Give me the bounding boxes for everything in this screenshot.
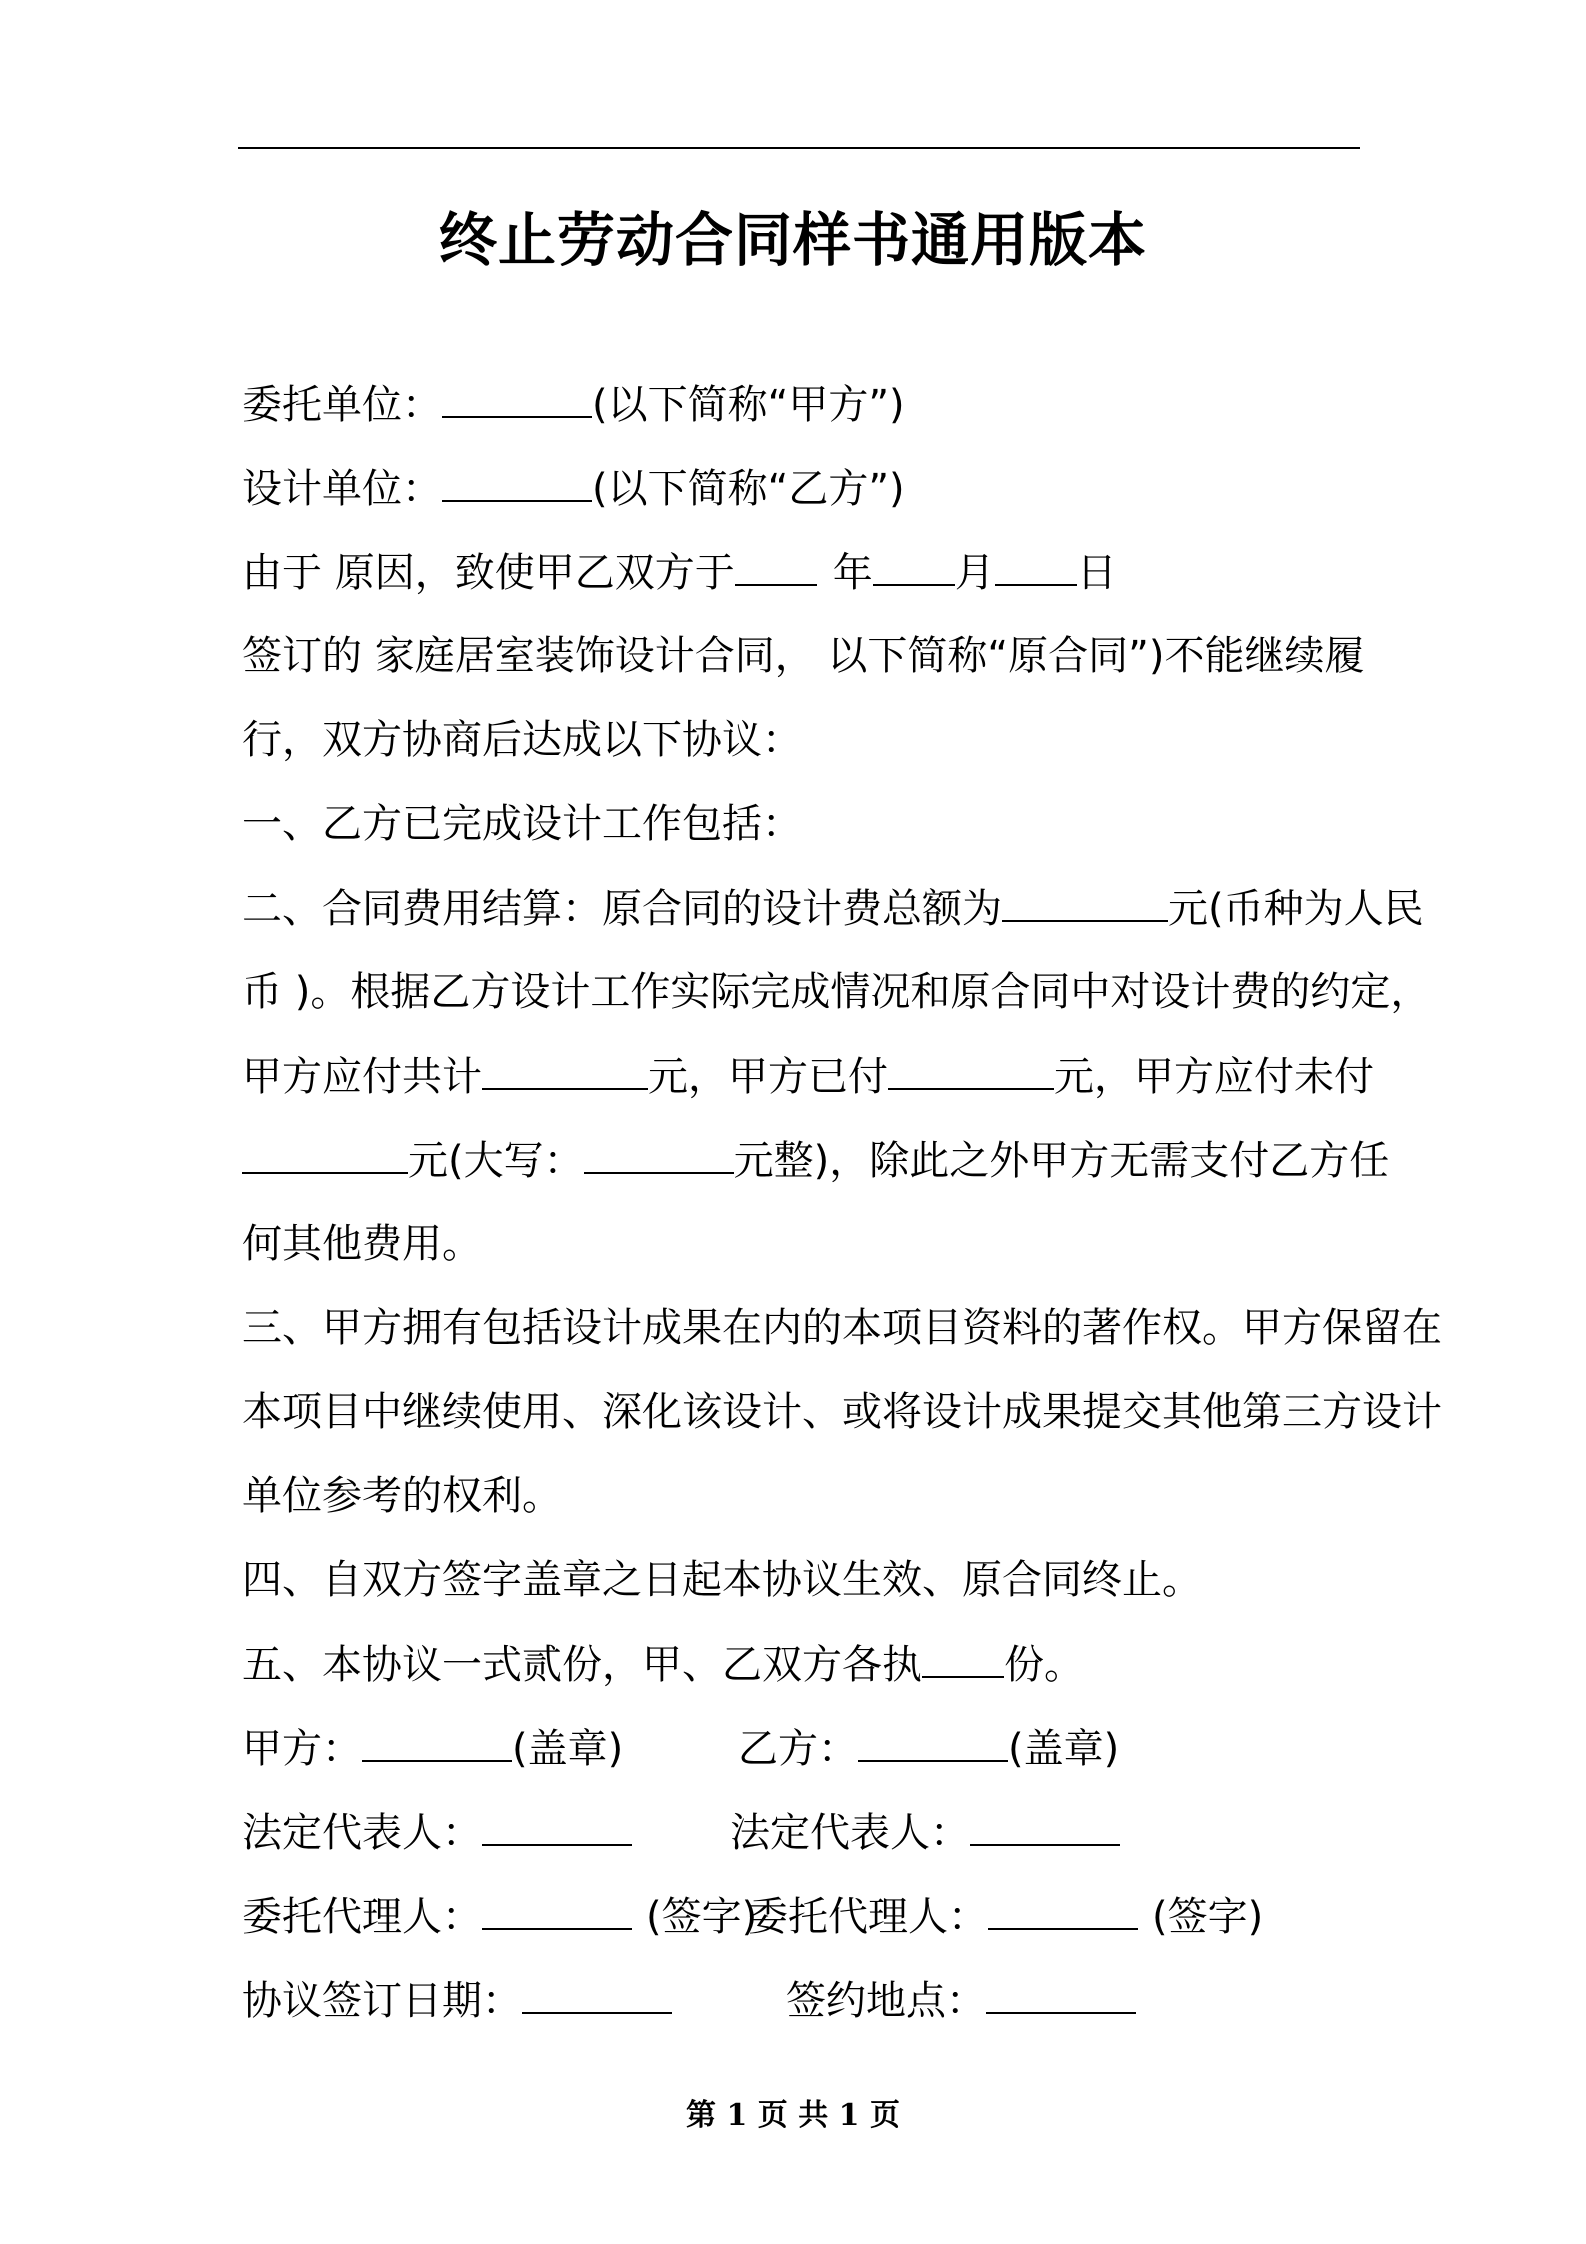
party-b-blank[interactable] xyxy=(858,1720,1008,1762)
sign-date xyxy=(242,1972,672,2029)
clause-2-line-3 xyxy=(242,1048,1374,1105)
reason-text: 由于 原因，致使甲乙双方于 xyxy=(242,550,735,596)
agent-b-blank[interactable] xyxy=(988,1888,1138,1930)
paid-label: 元，甲方已付 xyxy=(648,1054,888,1100)
payable-blank[interactable] xyxy=(482,1048,648,1090)
unpaid-blank[interactable] xyxy=(242,1132,408,1174)
designer-blank[interactable] xyxy=(442,460,592,502)
party-a-seal: (盖章) xyxy=(512,1726,624,1772)
legal-rep-b xyxy=(730,1804,1120,1861)
client-label: 委托单位： xyxy=(242,382,442,428)
client-blank[interactable] xyxy=(442,376,592,418)
agent-a-blank[interactable] xyxy=(482,1888,632,1930)
sign-place xyxy=(786,1972,1136,2029)
intro-line-2: 签订的 家庭居室装饰设计合同， 以下简称“原合同”)不能继续履 xyxy=(242,633,1365,679)
clause-1: 一、乙方已完成设计工作包括： xyxy=(242,801,802,847)
party-b-seal: (盖章) xyxy=(1008,1726,1120,1772)
agent-b-label: 委托代理人： xyxy=(748,1894,988,1940)
year-label: 年 xyxy=(832,550,873,596)
agent-b xyxy=(748,1888,1263,1945)
intro-line-1 xyxy=(242,544,1117,601)
client-suffix: (以下简称“甲方”) xyxy=(592,382,905,428)
clause-2-line-5: 何其他费用。 xyxy=(242,1221,482,1267)
party-a-sign xyxy=(242,1720,623,1777)
sign-date-blank[interactable] xyxy=(522,1972,672,2014)
clause-4: 四、自双方签字盖章之日起本协议生效、原合同终止。 xyxy=(242,1557,1202,1603)
party-a-label: 甲方： xyxy=(242,1726,362,1772)
clause-2-tail: 元(币种为人民 xyxy=(1168,886,1424,932)
unpaid-label: 元，甲方应付未付 xyxy=(1054,1054,1374,1100)
clause-2-line-1 xyxy=(242,880,1424,937)
payable-label: 甲方应付共计 xyxy=(242,1054,482,1100)
legal-rep-a xyxy=(242,1804,632,1861)
sign-place-blank[interactable] xyxy=(986,1972,1136,2014)
agent-a-label: 委托代理人： xyxy=(242,1894,482,1940)
paid-blank[interactable] xyxy=(888,1048,1054,1090)
clause-5 xyxy=(242,1636,1084,1693)
sign-date-label: 协议签订日期： xyxy=(242,1978,522,2024)
clause-2-line-2: 币 )。根据乙方设计工作实际完成情况和原合同中对设计费的约定， xyxy=(242,969,1431,1015)
total-fee-blank[interactable] xyxy=(1002,880,1168,922)
designer-line xyxy=(242,460,905,517)
legal-rep-b-label: 法定代表人： xyxy=(730,1810,970,1856)
agent-a xyxy=(242,1888,757,1945)
uppercase-label: 元(大写： xyxy=(408,1138,584,1184)
copies-blank[interactable] xyxy=(922,1636,1004,1678)
legal-rep-a-label: 法定代表人： xyxy=(242,1810,482,1856)
clause-5-suffix: 份。 xyxy=(1004,1642,1084,1688)
sign-place-label: 签约地点： xyxy=(786,1978,986,2024)
clause-3-line-2: 本项目中继续使用、深化该设计、或将设计成果提交其他第三方设计 xyxy=(242,1389,1442,1435)
client-line xyxy=(242,376,905,433)
header-rule xyxy=(238,147,1360,149)
clause-5-text: 五、本协议一式贰份，甲、乙双方各执 xyxy=(242,1642,922,1688)
page-footer: 第 1 页 共 1 页 xyxy=(686,2098,900,2133)
clause-2-line-4 xyxy=(242,1132,1389,1189)
month-blank[interactable] xyxy=(873,544,955,586)
clause-3-line-1: 三、甲方拥有包括设计成果在内的本项目资料的著作权。甲方保留在 xyxy=(242,1305,1442,1351)
legal-rep-b-blank[interactable] xyxy=(970,1804,1120,1846)
legal-rep-a-blank[interactable] xyxy=(482,1804,632,1846)
agent-a-sign: (签字) xyxy=(646,1894,758,1940)
uppercase-blank[interactable] xyxy=(584,1132,734,1174)
document-title: 终止劳动合同样书通用版本 xyxy=(438,206,1147,274)
year-blank[interactable] xyxy=(735,544,817,586)
clause-2-text: 二、合同费用结算：原合同的设计费总额为 xyxy=(242,886,1002,932)
clause-3-line-3: 单位参考的权利。 xyxy=(242,1473,562,1519)
designer-label: 设计单位： xyxy=(242,466,442,512)
day-blank[interactable] xyxy=(995,544,1077,586)
intro-line-3: 行，双方协商后达成以下协议： xyxy=(242,717,802,763)
clause-2-end: 元整)，除此之外甲方无需支付乙方任 xyxy=(733,1138,1390,1184)
day-label: 日 xyxy=(1076,550,1117,596)
party-b-sign xyxy=(738,1720,1119,1777)
designer-suffix: (以下简称“乙方”) xyxy=(592,466,905,512)
party-a-blank[interactable] xyxy=(362,1720,512,1762)
month-label: 月 xyxy=(954,550,995,596)
party-b-label: 乙方： xyxy=(738,1726,858,1772)
agent-b-sign: (签字) xyxy=(1152,1894,1264,1940)
